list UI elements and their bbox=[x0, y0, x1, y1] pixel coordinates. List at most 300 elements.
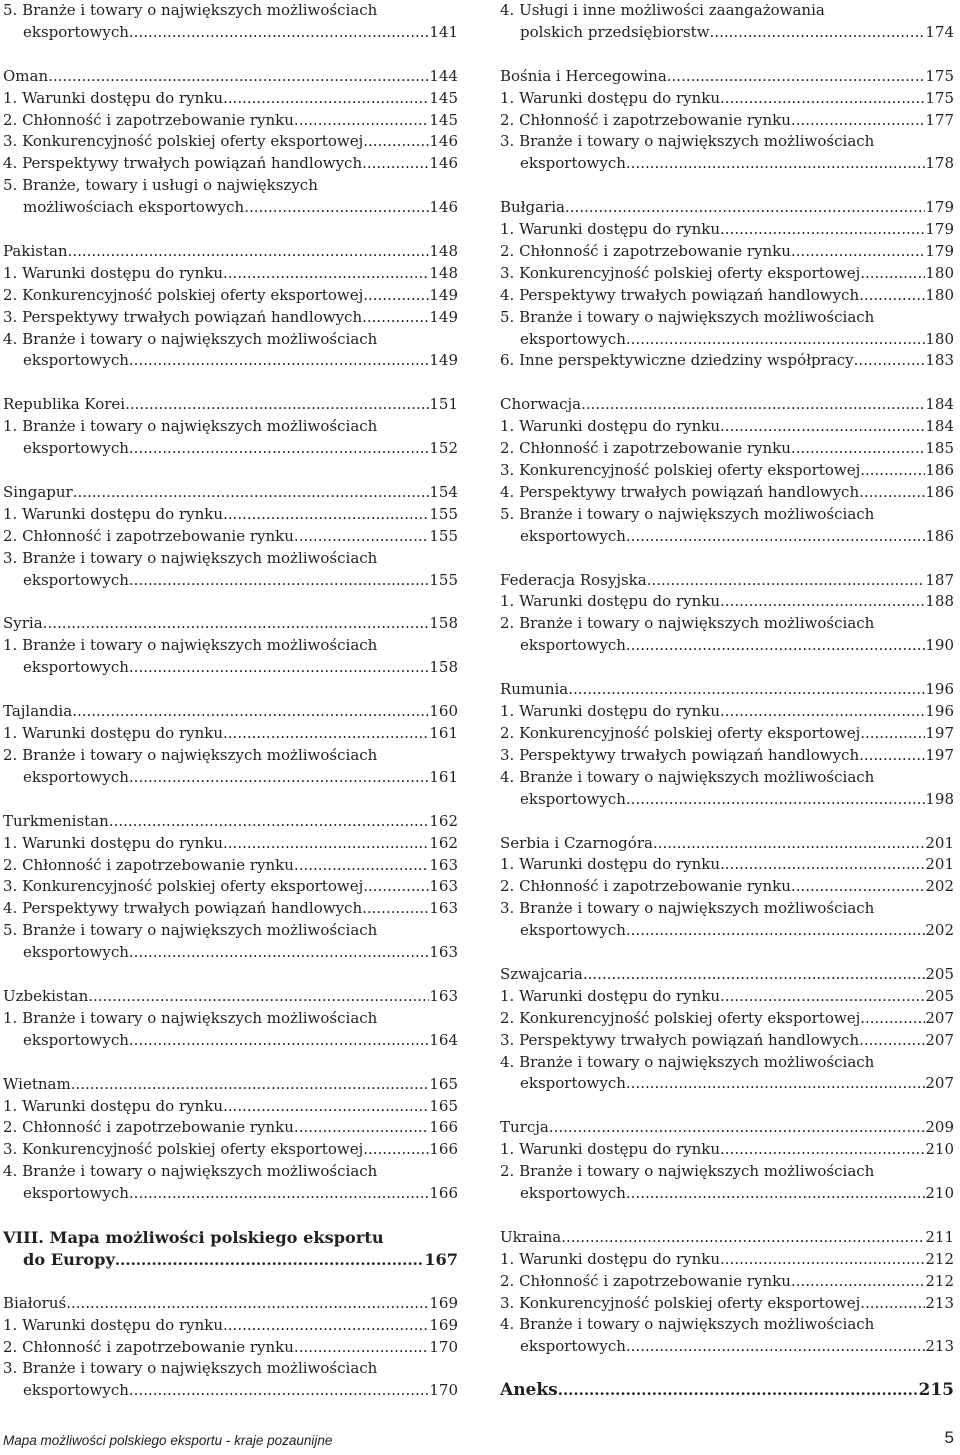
toc-entry-title: 2. Chłonność i zapotrzebowanie rynku. bbox=[3, 1118, 299, 1137]
toc-entry[interactable] bbox=[500, 482, 954, 504]
toc-entry-text-line bbox=[500, 613, 954, 635]
toc-entry-title: 3. Konkurencyjność polskiej oferty eksportowej. bbox=[3, 132, 368, 151]
toc-spacer bbox=[3, 372, 458, 394]
toc-entry-title: Szwajcaria bbox=[500, 964, 583, 983]
toc-entry[interactable] bbox=[3, 66, 458, 88]
toc-spacer bbox=[3, 219, 458, 241]
toc-entry[interactable] bbox=[500, 986, 954, 1008]
toc-entry[interactable] bbox=[500, 394, 954, 416]
toc-page-number: 148 bbox=[429, 263, 458, 282]
dot-leader bbox=[859, 285, 925, 307]
toc-entry-text-line bbox=[3, 1008, 458, 1030]
dot-leader bbox=[796, 110, 926, 132]
toc-entry[interactable] bbox=[3, 657, 458, 679]
dot-leader bbox=[561, 1227, 925, 1249]
toc-page-number: 210 bbox=[925, 1183, 954, 1202]
toc-entry[interactable] bbox=[3, 701, 458, 723]
toc-entry-title: 2. Chłonność i zapotrzebowanie rynku. bbox=[3, 1337, 299, 1356]
toc-entry[interactable] bbox=[500, 1380, 954, 1402]
toc-entry-title: eksportowych bbox=[520, 526, 626, 545]
toc-entry-title: VIII. Mapa możliwości polskiego eksportu bbox=[3, 1227, 384, 1247]
toc-spacer bbox=[3, 44, 458, 66]
toc-page-number: 154 bbox=[429, 483, 458, 502]
toc-entry-title: Chorwacja bbox=[500, 395, 582, 414]
toc-entry[interactable] bbox=[3, 22, 458, 44]
toc-entry[interactable] bbox=[3, 197, 458, 219]
toc-entry-text-line bbox=[3, 416, 458, 438]
dot-leader bbox=[223, 723, 429, 745]
dot-leader bbox=[653, 833, 925, 855]
toc-entry-title: 1. Warunki dostępu do rynku bbox=[3, 504, 224, 523]
toc-page-number: 209 bbox=[925, 1118, 954, 1137]
toc-entry-title: Serbia i Czarnogóra bbox=[500, 833, 653, 852]
toc-entry-title: polskich przedsiębiorstw bbox=[520, 22, 710, 41]
toc-entry-text-line bbox=[500, 1314, 954, 1336]
dot-leader bbox=[859, 482, 925, 504]
toc-entry-title: eksportowych bbox=[23, 1184, 129, 1203]
toc-page-number: 190 bbox=[925, 636, 954, 655]
toc-entry[interactable] bbox=[3, 1139, 458, 1161]
toc-entry-title: 1. Warunki dostępu do rynku bbox=[500, 417, 721, 436]
toc-entry-title: Wietnam bbox=[3, 1074, 71, 1093]
toc-entry[interactable] bbox=[500, 1271, 954, 1293]
toc-entry-title: 3. Perspektywy trwałych powiązań handlowych bbox=[500, 1030, 860, 1049]
toc-entry[interactable] bbox=[500, 22, 954, 44]
toc-entry[interactable] bbox=[500, 570, 954, 592]
dot-leader bbox=[72, 701, 429, 723]
toc-entry[interactable] bbox=[3, 504, 458, 526]
toc-entry-title: 1. Branże i towary o największych możliwościach bbox=[3, 1008, 378, 1027]
toc-entry[interactable] bbox=[500, 197, 954, 219]
toc-page-number: 215 bbox=[918, 1380, 954, 1401]
dot-leader bbox=[299, 110, 430, 132]
toc-page-number: 145 bbox=[429, 110, 458, 129]
footer-title: Mapa możliwości polskiego eksportu - kraje pozaunijne bbox=[3, 1433, 333, 1448]
toc-entry-title: 4. Branże i towary o największych możliwościach bbox=[500, 1315, 875, 1334]
dot-leader bbox=[796, 438, 926, 460]
toc-page-number: 180 bbox=[925, 285, 954, 304]
dot-leader bbox=[626, 635, 925, 657]
toc-entry-title: 2. Konkurencyjność polskiej oferty eksportowej bbox=[500, 1008, 861, 1027]
toc-entry-title: 1. Warunki dostępu do rynku bbox=[500, 702, 721, 721]
toc-entry[interactable] bbox=[500, 591, 954, 613]
toc-entry[interactable] bbox=[3, 613, 458, 635]
dot-leader bbox=[223, 88, 429, 110]
dot-leader bbox=[860, 1008, 925, 1030]
dot-leader bbox=[125, 394, 429, 416]
toc-entry[interactable] bbox=[500, 833, 954, 855]
toc-entry-title: 1. Warunki dostępu do rynku bbox=[3, 1096, 224, 1115]
toc-entry[interactable] bbox=[500, 635, 954, 657]
toc-entry-text-line bbox=[3, 0, 458, 22]
dot-leader bbox=[720, 88, 925, 110]
toc-entry[interactable] bbox=[3, 1315, 458, 1337]
toc-spacer bbox=[500, 548, 954, 570]
toc-entry[interactable] bbox=[3, 855, 458, 877]
toc-entry-title: Tajlandia bbox=[3, 702, 73, 721]
toc-entry[interactable] bbox=[3, 1380, 458, 1402]
dot-leader bbox=[710, 22, 926, 44]
toc-spacer bbox=[3, 1205, 458, 1227]
toc-entry[interactable] bbox=[500, 1293, 954, 1315]
toc-entry[interactable] bbox=[500, 329, 954, 351]
toc-entry-title: 1. Warunki dostępu do rynku bbox=[500, 1140, 721, 1159]
toc-entry-title: 1. Warunki dostępu do rynku bbox=[500, 88, 721, 107]
toc-entry-title: Ukraina bbox=[500, 1227, 562, 1246]
dot-leader bbox=[368, 285, 429, 307]
dot-leader bbox=[581, 394, 925, 416]
toc-page-number: 180 bbox=[925, 263, 954, 282]
dot-leader bbox=[223, 504, 429, 526]
toc-page-number: 183 bbox=[925, 351, 954, 370]
toc-entry-text-line bbox=[500, 504, 954, 526]
toc-entry-title: 3. Konkurencyjność polskiej oferty eksportowej. bbox=[500, 1293, 865, 1312]
dot-leader bbox=[115, 1250, 424, 1271]
toc-entry-title: Turcja bbox=[500, 1118, 549, 1137]
toc-entry-title: eksportowych bbox=[520, 636, 626, 655]
toc-entry[interactable] bbox=[3, 1096, 458, 1118]
toc-entry-title: 2. Branże i towary o największych możliwościach bbox=[500, 1162, 875, 1181]
toc-entry[interactable] bbox=[500, 110, 954, 132]
toc-page-number: 198 bbox=[925, 789, 954, 808]
toc-entry[interactable] bbox=[500, 285, 954, 307]
toc-page-number: 213 bbox=[925, 1337, 954, 1356]
toc-entry-text-line bbox=[3, 745, 458, 767]
toc-entry[interactable] bbox=[3, 570, 458, 592]
toc-entry-title: 5. Branże i towary o największych możliwościach bbox=[500, 504, 875, 523]
toc-entry[interactable] bbox=[500, 1139, 954, 1161]
toc-entry-text-line bbox=[500, 898, 954, 920]
toc-entry[interactable] bbox=[500, 1030, 954, 1052]
dot-leader bbox=[362, 898, 429, 920]
toc-entry[interactable] bbox=[500, 1073, 954, 1095]
toc-entry[interactable] bbox=[500, 1336, 954, 1358]
toc-page-number: 155 bbox=[429, 526, 458, 545]
toc-entry-title: 3. Konkurencyjność polskiej oferty eksportowej. bbox=[500, 263, 865, 282]
toc-spacer bbox=[500, 1095, 954, 1117]
toc-page-number: 144 bbox=[429, 66, 458, 85]
toc-entry[interactable] bbox=[3, 131, 458, 153]
toc-entry-title: 4. Usługi i inne możliwości zaangażowania bbox=[500, 1, 825, 19]
toc-page-number: 152 bbox=[429, 439, 458, 458]
toc-entry-text-line bbox=[3, 1358, 458, 1380]
toc-entry[interactable] bbox=[3, 876, 458, 898]
toc-entry-title: 1. Warunki dostępu do rynku bbox=[500, 855, 721, 874]
toc-page-number: 201 bbox=[925, 833, 954, 852]
toc-entry[interactable] bbox=[500, 526, 954, 548]
toc-entry-title: 4. Perspektywy trwałych powiązań handlowych bbox=[500, 285, 860, 304]
toc-entry[interactable] bbox=[500, 1117, 954, 1139]
toc-page-number: 151 bbox=[429, 395, 458, 414]
toc-entry-title: eksportowych bbox=[520, 1074, 626, 1093]
toc-page-number: 197 bbox=[925, 745, 954, 764]
toc-entry[interactable] bbox=[500, 1249, 954, 1271]
toc-entry[interactable] bbox=[3, 526, 458, 548]
dot-leader bbox=[796, 876, 926, 898]
toc-page-number: 188 bbox=[925, 592, 954, 611]
dot-leader bbox=[720, 1139, 925, 1161]
toc-page-number: 163 bbox=[429, 855, 458, 874]
toc-entry[interactable] bbox=[500, 66, 954, 88]
toc-page-number: 162 bbox=[429, 811, 458, 830]
toc-entry-title: Białoruś bbox=[3, 1293, 67, 1312]
dot-leader bbox=[48, 66, 429, 88]
toc-entry[interactable] bbox=[3, 1249, 458, 1271]
toc-page-number: 158 bbox=[429, 658, 458, 677]
toc-entry[interactable] bbox=[3, 833, 458, 855]
toc-page-number: 212 bbox=[925, 1271, 954, 1290]
dot-leader bbox=[549, 1117, 926, 1139]
toc-entry[interactable] bbox=[500, 1008, 954, 1030]
dot-leader bbox=[109, 811, 430, 833]
toc-spacer bbox=[500, 811, 954, 833]
toc-entry-title: eksportowych bbox=[23, 351, 129, 370]
toc-entry-text-line bbox=[500, 307, 954, 329]
toc-page-number: 146 bbox=[429, 154, 458, 173]
toc-entry[interactable] bbox=[500, 219, 954, 241]
toc-page-number: 165 bbox=[429, 1074, 458, 1093]
toc-page-number: 196 bbox=[925, 702, 954, 721]
toc-page-number: 149 bbox=[429, 351, 458, 370]
toc-entry-title: 4. Branże i towary o największych możliwościach bbox=[3, 329, 378, 348]
toc-page-number: 175 bbox=[925, 88, 954, 107]
toc-entry-title: 2. Branże i towary o największych możliwościach bbox=[3, 745, 378, 764]
dot-leader bbox=[626, 153, 925, 175]
toc-page-number: 170 bbox=[429, 1337, 458, 1356]
toc-spacer bbox=[3, 964, 458, 986]
toc-entry[interactable] bbox=[3, 153, 458, 175]
dot-leader bbox=[720, 416, 925, 438]
toc-entry-title: możliwościach eksportowych bbox=[23, 198, 245, 217]
toc-entry-title: Bułgaria bbox=[500, 198, 566, 217]
toc-entry[interactable] bbox=[500, 350, 954, 372]
toc-entry-title: Aneks bbox=[500, 1380, 558, 1401]
dot-leader bbox=[129, 767, 429, 789]
toc-entry[interactable] bbox=[3, 350, 458, 372]
toc-entry[interactable] bbox=[3, 1337, 458, 1359]
toc-page-number: 161 bbox=[429, 724, 458, 743]
toc-spacer bbox=[3, 1271, 458, 1293]
toc-entry[interactable] bbox=[500, 854, 954, 876]
toc-entry[interactable] bbox=[500, 438, 954, 460]
toc-entry-title: 2. Chłonność i zapotrzebowanie rynku. bbox=[500, 439, 796, 458]
toc-page-number: 186 bbox=[925, 461, 954, 480]
toc-entry-title: 1. Warunki dostępu do rynku bbox=[500, 986, 721, 1005]
toc-column-right bbox=[500, 0, 954, 1402]
toc-entry[interactable] bbox=[500, 876, 954, 898]
dot-leader bbox=[362, 307, 429, 329]
toc-entry-title: Uzbekistan bbox=[3, 986, 89, 1005]
toc-page-number: 207 bbox=[925, 1074, 954, 1093]
dot-leader bbox=[626, 329, 925, 351]
toc-page-number: 201 bbox=[925, 855, 954, 874]
toc-spacer bbox=[3, 460, 458, 482]
dot-leader bbox=[667, 66, 926, 88]
toc-page-number: 205 bbox=[925, 964, 954, 983]
toc-spacer bbox=[500, 44, 954, 66]
toc-entry-title: 1. Warunki dostępu do rynku bbox=[3, 833, 224, 852]
toc-entry[interactable] bbox=[500, 964, 954, 986]
toc-entry-text-line bbox=[500, 1161, 954, 1183]
dot-leader bbox=[626, 1336, 925, 1358]
toc-entry[interactable] bbox=[500, 1227, 954, 1249]
toc-entry-title: 4. Perspektywy trwałych powiązań handlowych bbox=[500, 482, 860, 501]
toc-entry-title: eksportowych bbox=[23, 1381, 129, 1400]
toc-entry[interactable] bbox=[3, 1030, 458, 1052]
toc-entry-title: 2. Konkurencyjność polskiej oferty eksportowej bbox=[500, 723, 861, 742]
toc-entry[interactable] bbox=[3, 285, 458, 307]
toc-page-number: 169 bbox=[429, 1315, 458, 1334]
toc-entry-title: eksportowych bbox=[23, 439, 129, 458]
dot-leader bbox=[368, 876, 429, 898]
toc-entry-title: eksportowych bbox=[23, 943, 129, 962]
toc-spacer bbox=[500, 1358, 954, 1380]
dot-leader bbox=[796, 1271, 926, 1293]
dot-leader bbox=[720, 701, 925, 723]
toc-entry-title: 3. Branże i towary o największych możliwościach bbox=[3, 1359, 378, 1378]
dot-leader bbox=[796, 241, 926, 263]
toc-entry[interactable] bbox=[3, 811, 458, 833]
toc-entry-title: 4. Branże i towary o największych możliwościach bbox=[3, 1162, 378, 1181]
toc-page-number: 166 bbox=[429, 1140, 458, 1159]
toc-page-number: 163 bbox=[429, 877, 458, 896]
toc-page-number: 167 bbox=[424, 1249, 458, 1269]
toc-page-number: 207 bbox=[925, 1008, 954, 1027]
toc-page-number: 212 bbox=[925, 1249, 954, 1268]
toc-page-number: 186 bbox=[925, 526, 954, 545]
toc-entry[interactable] bbox=[3, 482, 458, 504]
toc-entry[interactable] bbox=[500, 88, 954, 110]
toc-entry[interactable] bbox=[3, 307, 458, 329]
toc-entry-text-line bbox=[500, 1052, 954, 1074]
toc-entry[interactable] bbox=[3, 942, 458, 964]
toc-entry-title: eksportowych bbox=[520, 154, 626, 173]
toc-entry-title: 1. Warunki dostępu do rynku bbox=[3, 263, 224, 282]
dot-leader bbox=[362, 153, 429, 175]
toc-entry-title: 2. Chłonność i zapotrzebowanie rynku. bbox=[3, 526, 299, 545]
toc-entry-title: eksportowych bbox=[23, 570, 129, 589]
toc-entry-title: 1. Warunki dostępu do rynku bbox=[500, 220, 721, 239]
toc-page-number: 166 bbox=[429, 1184, 458, 1203]
toc-entry-title: eksportowych bbox=[23, 1030, 129, 1049]
toc-page-number: 210 bbox=[925, 1140, 954, 1159]
dot-leader bbox=[859, 1030, 925, 1052]
toc-entry[interactable] bbox=[500, 241, 954, 263]
dot-leader bbox=[565, 197, 925, 219]
dot-leader bbox=[558, 1380, 919, 1402]
toc-entry-title: 2. Chłonność i zapotrzebowanie rynku. bbox=[3, 855, 299, 874]
toc-entry-title: 5. Branże, towary i usługi o największych bbox=[3, 176, 318, 195]
toc-entry[interactable] bbox=[3, 88, 458, 110]
toc-entry[interactable] bbox=[3, 110, 458, 132]
toc-entry[interactable] bbox=[500, 416, 954, 438]
toc-page-number: 170 bbox=[429, 1381, 458, 1400]
toc-entry[interactable] bbox=[500, 1183, 954, 1205]
toc-entry[interactable] bbox=[500, 920, 954, 942]
toc-page-number: 149 bbox=[429, 285, 458, 304]
toc-entry-title: Syria bbox=[3, 614, 43, 633]
toc-page-number: 180 bbox=[925, 329, 954, 348]
toc-entry[interactable] bbox=[3, 723, 458, 745]
toc-entry-text-line bbox=[3, 1161, 458, 1183]
dot-leader bbox=[129, 1183, 429, 1205]
toc-page-number: 205 bbox=[925, 986, 954, 1005]
toc-entry[interactable] bbox=[3, 1074, 458, 1096]
toc-page-number: 148 bbox=[429, 242, 458, 261]
toc-entry[interactable] bbox=[500, 745, 954, 767]
toc-page-number: 213 bbox=[925, 1293, 954, 1312]
toc-entry[interactable] bbox=[500, 789, 954, 811]
toc-entry[interactable] bbox=[3, 263, 458, 285]
dot-leader bbox=[568, 679, 925, 701]
toc-entry[interactable] bbox=[3, 241, 458, 263]
toc-entry-title: 1. Warunki dostępu do rynku bbox=[3, 88, 224, 107]
toc-entry[interactable] bbox=[500, 701, 954, 723]
toc-entry-title: 5. Branże i towary o największych możliwościach bbox=[3, 921, 378, 940]
toc-entry-title: 4. Perspektywy trwałych powiązań handlowych bbox=[3, 154, 363, 173]
toc-entry[interactable] bbox=[500, 153, 954, 175]
toc-entry-title: 1. Warunki dostępu do rynku bbox=[500, 1249, 721, 1268]
dot-leader bbox=[626, 526, 925, 548]
dot-leader bbox=[860, 723, 925, 745]
dot-leader bbox=[223, 1315, 429, 1337]
toc-page-number: 146 bbox=[429, 132, 458, 151]
toc-entry[interactable] bbox=[3, 438, 458, 460]
dot-leader bbox=[368, 131, 429, 153]
dot-leader bbox=[859, 745, 925, 767]
toc-entry-title: 3. Konkurencyjność polskiej oferty eksportowej. bbox=[3, 1140, 368, 1159]
toc-entry[interactable] bbox=[3, 986, 458, 1008]
dot-leader bbox=[129, 438, 429, 460]
toc-page-number: 141 bbox=[429, 22, 458, 41]
dot-leader bbox=[626, 789, 925, 811]
toc-page-number: 163 bbox=[429, 943, 458, 962]
toc-entry[interactable] bbox=[3, 898, 458, 920]
toc-entry[interactable] bbox=[3, 394, 458, 416]
toc-entry-title: 4. Branże i towary o największych możliwościach bbox=[500, 1052, 875, 1071]
toc-entry[interactable] bbox=[500, 263, 954, 285]
toc-page-number: 178 bbox=[925, 154, 954, 173]
toc-entry-title: 3. Branże i towary o największych możliwościach bbox=[3, 548, 378, 567]
toc-entry[interactable] bbox=[3, 1117, 458, 1139]
toc-page-number: 175 bbox=[925, 66, 954, 85]
toc-spacer bbox=[3, 679, 458, 701]
toc-entry-title: 4. Branże i towary o największych możliwościach bbox=[500, 767, 875, 786]
dot-leader bbox=[244, 197, 429, 219]
toc-page-number: 184 bbox=[925, 417, 954, 436]
toc-entry-title: 4. Perspektywy trwałych powiązań handlowych bbox=[3, 899, 363, 918]
toc-spacer bbox=[500, 1205, 954, 1227]
toc-entry[interactable] bbox=[500, 723, 954, 745]
toc-entry-text-line bbox=[500, 131, 954, 153]
toc-entry-title: 3. Branże i towary o największych możliwościach bbox=[500, 899, 875, 918]
toc-entry-title: eksportowych bbox=[520, 1183, 626, 1202]
dot-leader bbox=[129, 570, 429, 592]
dot-leader bbox=[583, 964, 925, 986]
toc-entry[interactable] bbox=[3, 767, 458, 789]
toc-entry[interactable] bbox=[3, 1183, 458, 1205]
toc-page-number: 149 bbox=[429, 307, 458, 326]
toc-page-number: 146 bbox=[429, 198, 458, 217]
toc-spacer bbox=[3, 1052, 458, 1074]
toc-entry[interactable] bbox=[500, 679, 954, 701]
toc-entry[interactable] bbox=[500, 460, 954, 482]
toc-entry[interactable] bbox=[3, 1293, 458, 1315]
toc-page-number: 165 bbox=[429, 1096, 458, 1115]
toc-column-left bbox=[3, 0, 458, 1402]
page-number: 5 bbox=[944, 1428, 954, 1447]
dot-leader bbox=[68, 241, 430, 263]
